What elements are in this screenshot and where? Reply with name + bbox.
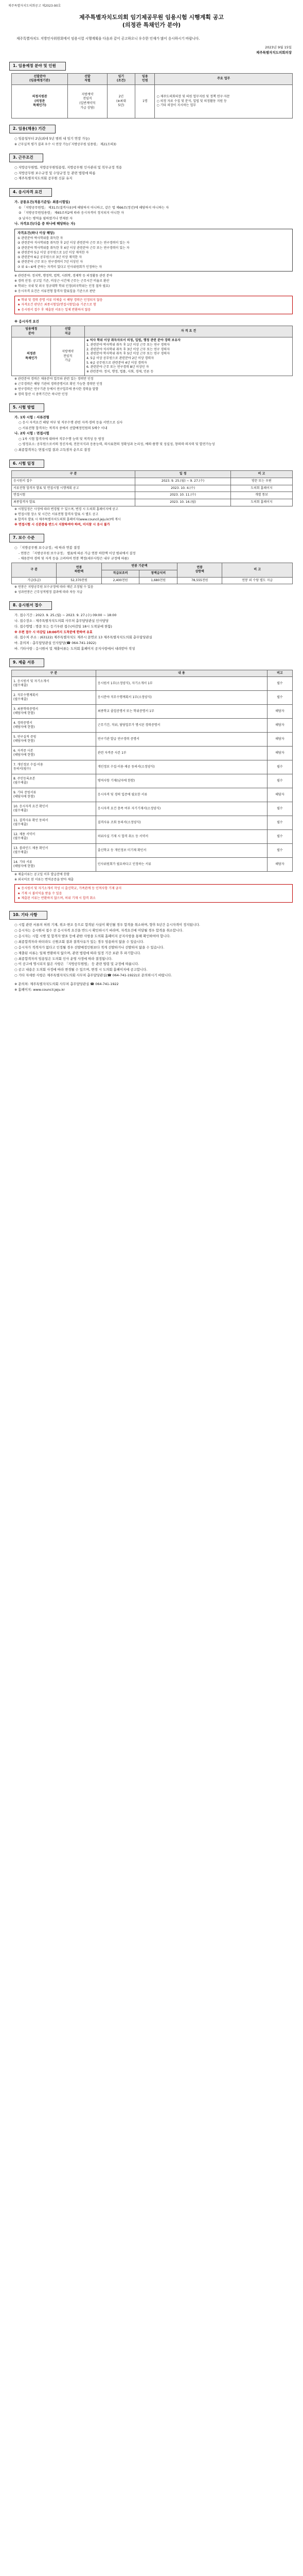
note-line: ※ 성과연봉은 근무성적평정 결과에 따라 차등 지급	[14, 590, 83, 595]
note-line: ※ 시험일정은 사정에 따라 변경될 수 있으며, 변경 시 도의회 홈페이지에 공고	[14, 507, 118, 511]
table-cell: 필수	[267, 691, 292, 705]
table-cell: 필수	[267, 844, 292, 858]
table-header: 직급보조비	[101, 570, 139, 577]
table-header-row	[12, 73, 293, 84]
warning-line: ★ 학위 및 경력 증명 서류 미제출 시 해당 경력은 인정되지 않음	[17, 298, 103, 302]
warning-line: ※ 우편 접수 시 마감일 18:00까지 도착분에 한하여 유효	[14, 630, 93, 634]
warning-line: ★ 응시원서 및 자기소개서 작성 시 출신학교, 가족관계 등 인적사항 기재 금지	[17, 887, 122, 891]
body-line: 라. 접수처 주소 : (63122) 제주특별자치도 제주시 문연로 13 제주특별자치도의회 총무담당관실	[14, 635, 152, 639]
section-heading: 2. 임용(채용) 기간	[9, 125, 56, 133]
body-subline: ① 「지방공무원법」 제31조(결격사유)에 해당하지 아니하고, 같은 법 제66조(정년)에 해당하지 아니하는 자	[19, 206, 169, 210]
req-line: 4. 5급 이상 공무원으로 관련분야 2년 이상 경력자	[86, 356, 154, 360]
box-line: ② 관련분야 석사학위를 취득한 후 2년 이상 관련분야 근무 또는 연구경력이 있는 자	[17, 241, 130, 245]
section-heading: 7. 보수 수준	[9, 534, 44, 543]
body-line: ○ 이 공고에 명시되지 않은 사항은 「지방공무원법」 등 관련 법령 및 규정에 따릅니다.	[14, 962, 139, 967]
table-cell: 4. 경력증명서 (해당자에 한함)	[12, 719, 96, 733]
body-subline: ○ 1차 시험 합격자에 대하여 직무수행 능력 및 적격성 등 평정	[19, 437, 104, 441]
note-line: ※ 관련분야: 정치학, 행정학, 법학, 사회학, 경제학 등 의정활동 관련 분야	[14, 274, 113, 278]
table-header: 임용예정 분야	[12, 326, 51, 337]
body-line: ○ 응시자는 시험 시행 및 합격자 발표 등에 관한 사항을 도의회 홈페이지 공지사항을 통해 확인하여야 합니다.	[14, 934, 171, 938]
req-line: 3. 관련분야 학사학위 취득 후 5년 이상 근무 또는 연구 경력자	[86, 352, 170, 356]
table-cell: 9. 기타 증빙서류 (해당자에 한함)	[12, 788, 96, 802]
table-cell: 연구기관 발급 연구경력 증명서	[96, 733, 267, 747]
table-cell: 2,400천원	[101, 577, 139, 584]
table-cell: 7. 개인정보 수집·이용 동의서(필수)	[12, 760, 96, 774]
table-cell: 출신학교 등 개인정보 미기재 확인서	[96, 844, 267, 858]
table-cell: 개별 통보	[230, 492, 292, 499]
table-cell: 8. 주민등록초본 (필수제출)	[12, 774, 96, 788]
note-line: ※ 면접시험 장소 및 시간은 서류전형 합격자 발표 시 별도 공고	[14, 512, 99, 516]
section-heading: 5. 시험 방법	[9, 403, 44, 412]
body-line: ○ 임용일부터 2년(최대 5년 범위 내 임기 연장 가능)	[14, 136, 90, 141]
table-header-row	[12, 563, 293, 570]
table-cell: 의정관 특채인가	[12, 337, 51, 376]
table-cell: 2023. 10. 16.(월)	[135, 499, 231, 506]
table-header: 선발 직급	[51, 326, 85, 337]
table-header: 임기 (조건)	[107, 73, 135, 84]
table-cell: 2. 직무수행계획서 (필수제출)	[12, 691, 96, 705]
table-cell: 필수	[267, 830, 292, 844]
body-line: ○ 최종합격자의 임용일은 도의회 인사 운영 사정에 따라 결정됩니다.	[14, 956, 113, 961]
box-line: ⑦ 위 ①~⑥에 준하는 자격이 있다고 인사위원회가 인정하는 자	[17, 265, 102, 269]
table-row	[12, 802, 293, 816]
table-row	[12, 760, 293, 774]
warning-box	[14, 884, 293, 903]
body-line: 가. 공통요건(적용기준일: 최종시험일)	[14, 200, 70, 205]
req-line: ◈ 석사 학위 이상 취득자로서 의정, 입법, 행정 관련 분야 경력 보유자	[86, 338, 181, 343]
table-header: 비 고	[222, 563, 293, 577]
body-line: ※ 응시자격 요건	[14, 319, 39, 324]
table-row	[12, 677, 293, 691]
positions-table	[11, 73, 293, 118]
table-cell: 해당자	[267, 733, 292, 747]
body-line: ○ 제출된 서류는 일체 반환하지 않으며, 관련 법령에 따라 일정 기간 보관 후 파기합니다.	[14, 951, 141, 955]
note-line: ※ 근무경력은 해당 기관의 경력증명서로 확인 가능한 경력만 인정	[14, 382, 102, 386]
table-header: 일 정	[135, 471, 231, 478]
table-header-row	[12, 670, 293, 677]
table-header: 연봉 상한액	[177, 563, 222, 577]
notice-org: 제주특별자치도의회의장	[256, 50, 292, 55]
table-cell: 해당자	[267, 747, 292, 760]
body-line: ○ 지방공무원법, 지방공무원임용령, 지방공무원 인사관리 및 복무규정 적용	[14, 165, 122, 170]
body-line: 나. 자격요건(다음 중 하나에 해당하는 자)	[14, 222, 76, 226]
table-row	[12, 858, 293, 872]
note-line: ※ 근무실적 평가 결과 우수 시 연장 가능(「지방공무원 임용령」 제21조의3)	[14, 142, 117, 146]
body-line: ○ 최종합격자라 하더라도 신원조회 결과 결격사유가 있는 경우 임용하지 않을 수 있습니다.	[14, 939, 145, 944]
qualification-table-wrap	[11, 326, 293, 376]
notice-title	[7, 14, 296, 29]
box-line: ⑥ 관련분야 근무 또는 연구경력이 7년 이상인 자	[17, 260, 83, 264]
table-cell: 2023. 10. 11.(수)	[135, 492, 231, 499]
body-line: 가. 접수기간 : 2023. 9. 25.(월) ~ 2023. 9. 27.(수) 09:00 ~ 18:00	[14, 613, 117, 618]
note-line: ※ 응시자격 요건은 서류전형 합격자 발표일을 기준으로 판단	[14, 290, 96, 293]
table-cell: 서류전형 합격자 발표 및 면접시험 시행계획 공고	[12, 485, 135, 492]
table-cell: 연봉 외 수당 별도 지급	[222, 577, 293, 584]
body-line: 다. 접수방법 : 방문 또는 등기우편 접수(마감일 18시 도착분에 한함)	[14, 624, 112, 629]
table-cell: 2년 (※최대 5년)	[107, 84, 135, 118]
req-line: ※ 관련분야: 정치, 행정, 법률, 사회, 경제, 언론 등	[86, 370, 154, 374]
table-row	[12, 337, 293, 376]
body-line: 나. 2차 시험 : 면접시험	[14, 431, 49, 436]
table-cell: 5. 연구실적 증빙 (해당자에 한함)	[12, 733, 96, 747]
note-line: ※ 합격자 발표 시 제주특별자치도의회 홈페이지(www.council.jeju.kr)에 게시	[14, 517, 121, 521]
homepage-line: ※ 홈페이지: www.council.jeju.kr	[14, 988, 65, 992]
table-cell: 지방계약 전임직 가급	[51, 337, 85, 376]
body-subline: - 채용분야 경력 및 자격 등을 고려하여 연봉 책정(세부사항은 내부 규정에 따름)	[19, 556, 129, 561]
warning-line: ★ 자격요건 판단은 최종시험일(면접시험일)을 기준으로 함	[17, 303, 96, 307]
table-cell: 52,370천원	[57, 577, 101, 584]
body-subline: ③ 남자는 병역을 필하였거나 면제된 자	[19, 216, 73, 221]
table-header: 선발분야 (임용예정기관)	[12, 73, 68, 84]
table-cell: 3. 최종학력증명서 (해당자에 한함)	[12, 705, 96, 719]
table-row	[12, 492, 293, 499]
table-cell: 10. 응시자격 요건 확인서 (필수제출)	[12, 802, 96, 816]
table-cell: 관련 자격증 사본 1부	[96, 747, 267, 760]
table-cell: 응시자격 및 경력 입증에 필요한 서류	[96, 788, 267, 802]
table-cell: 응시자격 요건 충족 여부 자기기재서(소정양식)	[96, 802, 267, 816]
body-line: ○ 최종합격자는 면접시험 결과 고득점자 순으로 결정	[14, 447, 91, 452]
table-header: 비 고	[230, 471, 292, 478]
table-cell: 2023. 9. 25.(월) ~ 9. 27.(수)	[135, 478, 231, 485]
schedule-table-wrap	[11, 470, 293, 506]
table-cell: 필수	[267, 760, 292, 774]
table-row	[12, 733, 293, 747]
warning-box	[14, 296, 293, 314]
note-line: ※ 경력 합산 시 중복기간은 하나만 인정	[14, 392, 68, 396]
box-line: ① 관련분야 박사학위를 취득한 자	[17, 236, 63, 240]
table-header: 연봉 하한액	[57, 563, 101, 577]
table-header-row	[12, 471, 293, 478]
table-row	[12, 478, 293, 485]
table-header: 선발 직렬	[68, 73, 107, 84]
warning-line: ★ 응시원서 접수 후 제출된 서류는 일체 반환하지 않음	[17, 308, 91, 312]
schedule-table	[11, 470, 293, 506]
table-header: 자 격 요 건	[84, 326, 292, 337]
table-cell: 1. 응시원서 및 자기소개서 (필수제출)	[12, 677, 96, 691]
table-row	[12, 577, 293, 584]
body-line: 바. 기타사항 : 응시원서 및 제출서류는 도의회 홈페이지 공지사항에서 내려받아 작성	[14, 646, 135, 651]
documents-table	[11, 670, 293, 872]
table-cell	[84, 337, 292, 376]
title-line-1: 제주특별자치도의회 임기제공무원 임용시험 시행계획 공고	[79, 13, 224, 21]
notice-date-block	[7, 45, 292, 56]
warning-line: ★ 제출된 서류는 반환하지 않으며, 허위 기재 시 합격 취소	[17, 896, 96, 900]
body-subline: ② 「지방공무원임용령」 제65조의2에 따라 응시자격이 정지되지 아니한 자	[19, 211, 124, 215]
note-line: ※ 연봉은 지방공무원 보수규정에 따라 매년 조정될 수 있음	[14, 585, 94, 589]
section-heading: 8. 응시원서 접수	[9, 601, 52, 610]
table-cell: 도의회 홈페이지	[230, 499, 292, 506]
section-heading: 10. 기타 사항	[9, 911, 47, 920]
note-line: ※ 경력 산정: 공고일 기준, 비상근·시간제 근무는 근무시간 비율로 환산	[14, 279, 110, 283]
notice-page	[7, 0, 296, 993]
table-cell: 응시분야 직무수행계획서 1부(소정양식)	[96, 691, 267, 705]
table-cell: 해당자	[267, 858, 292, 872]
table-cell: 면접시험	[12, 492, 135, 499]
table-cell	[155, 84, 293, 118]
box-line: ⑤ 관련분야 6급 공무원으로 3년 이상 재직한 자	[17, 256, 82, 260]
notice-reference: 제주특별자치도의회공고 제2023-90호	[8, 4, 61, 8]
positions-table-wrap	[11, 73, 293, 118]
req-line: 5. 6급 공무원으로 관련분야 4년 이상 경력자	[86, 361, 147, 365]
req-line: 2. 관련분야 석사학위 취득 후 3년 이상 근무 또는 연구 경력자	[86, 347, 170, 351]
table-cell: 12. 채용 서약서 (필수제출)	[12, 830, 96, 844]
req-line: 1. 관련분야 박사학위 취득 후 1년 이상 근무 또는 연구 경력자	[86, 343, 170, 347]
table-cell: 필수	[267, 802, 292, 816]
table-row	[12, 691, 293, 705]
documents-table-wrap	[11, 670, 293, 872]
table-cell: 결격사유 조회 동의서(소정양식)	[96, 816, 267, 830]
body-subline: - 연봉은 「지방공무원 보수규정」 별표에 따른 가급 연봉 하한액 이상 범위에서 결정	[19, 551, 136, 555]
body-line: ○ 지방공무원 보수규정 및 수당규정 등 관련 법령에 따름	[14, 171, 96, 175]
table-cell: 응시원서 1부(소정양식), 자기소개서 1부	[96, 677, 267, 691]
note-line: ※ 외국어로 된 서류는 번역공증을 받아 제출	[14, 878, 74, 882]
table-header: 구 분	[12, 670, 96, 677]
section-heading: 1. 임용예정 분야 및 인원	[9, 62, 66, 71]
table-row	[12, 830, 293, 844]
table-row	[12, 844, 293, 858]
salary-table-wrap	[11, 563, 293, 584]
body-subline: ○ 서류전형 합격자는 적격자 중에서 선발예정인원의 5배수 이내	[19, 426, 108, 430]
note-line: ※ 관련분야 경력은 채용분야 업무와 관련 있는 경력만 인정	[14, 377, 94, 381]
body-line: ○ 제주특별자치도의회 공무원 신분 유지	[14, 176, 73, 181]
table-header: 구 분	[12, 563, 57, 577]
table-cell: 필수	[267, 677, 292, 691]
table-header: 주요 업무	[155, 73, 293, 84]
duty-line: ○ 의정 자료 수집 및 분석, 입법 및 의정활동 지원 등	[156, 99, 227, 103]
table-cell: 방문 또는 우편	[230, 478, 292, 485]
table-cell: 해당자	[267, 719, 292, 733]
table-header: 구 분	[12, 471, 135, 478]
box-title: 자격요건(하나 이상 해당)	[17, 231, 55, 235]
body-line: 가. 1차 시험 : 서류전형	[14, 415, 49, 419]
table-cell: 13. 블라인드 채용 확인서 (필수제출)	[12, 844, 96, 858]
table-cell: 지방계약 전임직 (일반계약직 가급 상당)	[68, 84, 107, 118]
table-cell: 응시원서 접수	[12, 478, 135, 485]
table-cell: 인사위원회가 필요하다고 인정하는 서류	[96, 858, 267, 872]
table-cell: 6. 자격증 사본 (해당자에 한함)	[12, 747, 96, 760]
table-row	[12, 705, 293, 719]
table-row	[12, 499, 293, 506]
table-cell: 도의회 홈페이지	[230, 485, 292, 492]
table-row	[12, 774, 293, 788]
table-header: 임용 인원	[135, 73, 155, 84]
warning-line: ★ 기재 시 불이익을 받을 수 있음	[17, 891, 62, 895]
body-line: ○ 기타 자세한 사항은 제주특별자치도의회 사무처 총무담당관실(☎ 064-741-1922)로 문의하시기 바랍니다.	[14, 973, 172, 978]
qualification-box	[14, 229, 293, 272]
box-line: ④ 관련분야 5급 이상 공무원으로 1년 이상 재직한 자	[17, 250, 89, 255]
table-header: 연봉 기준액	[101, 563, 177, 570]
table-cell: 2023. 10. 4.(수)	[135, 485, 231, 492]
table-cell: 개인정보 수집·이용·제공 동의서(소정양식)	[96, 760, 267, 774]
duty-line: ○ 제주도의회의장 및 의원 업무지원 및 정책 연구·자문	[156, 94, 230, 98]
qualification-table	[11, 326, 293, 376]
body-subline: ○ 응시 자격요건 해당 여부 및 직무수행 관련 자격·경력 등을 서면으로 심사	[19, 421, 123, 425]
note-line: ※ 연구경력은 연구기관 등에서 연구업무에 종사한 경력을 말함	[14, 387, 99, 391]
section-heading: 4. 응시자격 요건	[9, 188, 52, 197]
table-cell: 해당자	[267, 788, 292, 802]
section-heading: 6. 시험 일정	[9, 460, 44, 468]
table-cell: 1,680천원	[139, 577, 177, 584]
table-row	[12, 816, 293, 830]
table-row	[12, 747, 293, 760]
box-line: ③ 관련분야 학사학위를 취득한 후 4년 이상 관련분야 근무 또는 연구경력이 있는 자	[17, 246, 130, 250]
body-line: ○ 응시자는 응시원서 접수 전 응시자격 요건을 반드시 확인하시기 바라며, 자격요건에 미달될 경우 합격을 취소합니다.	[14, 928, 184, 933]
note-line: ※ 제출서류는 공고일 이후 발급분에 한함	[14, 873, 70, 877]
body-line: 마. 문의처 : 총무담당관실 인사담당(☎ 064-741-1922)	[14, 640, 96, 645]
table-cell: 78,555천원	[177, 577, 222, 584]
table-cell: 해당자	[267, 705, 292, 719]
table-cell: 14. 기타 서류 (해당자에 한함)	[12, 858, 96, 872]
table-cell: 허위사실 기재 시 합격 취소 등 서약서	[96, 830, 267, 844]
table-cell: 11. 결격사유 확인 동의서 (필수제출)	[12, 816, 96, 830]
table-row	[12, 719, 293, 733]
table-cell: 최종합격자 발표	[12, 499, 135, 506]
body-line: ○ 시험 관련 서류의 허위 기재, 위조·변조 등으로 합격된 사실이 확인될 경우 합격을 취소하며, 향후 5년간 응시자격이 정지됩니다.	[14, 923, 200, 927]
warning-line: ※ 면접시험 시 신분증을 반드시 지참하여야 하며, 미지참 시 응시 불가	[14, 522, 110, 527]
body-line: 나. 접수장소 : 제주특별자치도의회 사무처 총무담당관실 인사담당	[14, 619, 109, 623]
table-cell: 병역사항 기재(남자에 한함)	[96, 774, 267, 788]
body-line: ○ 「지방공무원 보수규정」에 따라 연봉 결정	[14, 545, 80, 550]
salary-table	[11, 563, 293, 584]
table-cell: 근무기간, 직위, 담당업무가 명시된 경력증명서	[96, 719, 267, 733]
notice-date: 2023년 9월 15일	[265, 45, 292, 49]
note-line: ※ 학위는 국내 및 외국 정규대학 학위 인정(외국학위는 인정 절차 필요)	[14, 284, 110, 288]
title-line-2: (의정관 특채인가 분야)	[122, 21, 181, 28]
table-cell: 최종학교 졸업증명서 또는 학위증명서 1부	[96, 705, 267, 719]
intro-text: 제주특별자치도 지방인사위원회에서 임용시험 시행계획을 다음과 같이 공고하오니 우수한 인재가 많이 응시하시기 바랍니다.	[16, 37, 200, 41]
table-row	[12, 788, 293, 802]
table-cell: 가급(5급)	[12, 577, 57, 584]
duty-line: ○ 기타 의장이 지시하는 업무	[156, 104, 197, 108]
contact-line: ※ 문의처: 제주특별자치도의회 사무처 총무담당관실 ☎ 064-741-1922	[14, 982, 119, 987]
section-heading: 9. 제출 서류	[9, 658, 44, 667]
section-heading: 3. 근무조건	[9, 154, 43, 162]
table-row	[12, 485, 293, 492]
table-cell: 필수	[267, 816, 292, 830]
body-line: ○ 응시자가 적격자가 없다고 인정될 경우 선발예정인원보다 적게 선발하거나 선발하지 않을 수 있습니다.	[14, 945, 165, 950]
table-header: 정액급식비	[139, 570, 177, 577]
table-row	[12, 84, 293, 118]
table-header-row	[12, 326, 293, 337]
table-header: 비고	[267, 670, 292, 677]
body-subline: ○ 평정요소: 공무원으로서의 정신자세, 전문지식과 응용능력, 의사표현의 정확성과 논리성, 예의·품행 및 성실성, 창의력·의지력 및 발전가능성	[19, 443, 215, 447]
table-header: 내 용	[96, 670, 267, 677]
body-line: ○ 공고 내용은 도의회 사정에 따라 변경될 수 있으며, 변경 시 도의회 홈페이지에 공고합니다.	[14, 968, 148, 972]
table-cell: 필수	[267, 774, 292, 788]
table-cell: 의정지원관 (의정관 특채인가)	[12, 84, 68, 118]
table-cell: 1명	[135, 84, 155, 118]
req-line: 6. 관련분야 근무 또는 연구경력 8년 이상인 자	[86, 365, 149, 369]
